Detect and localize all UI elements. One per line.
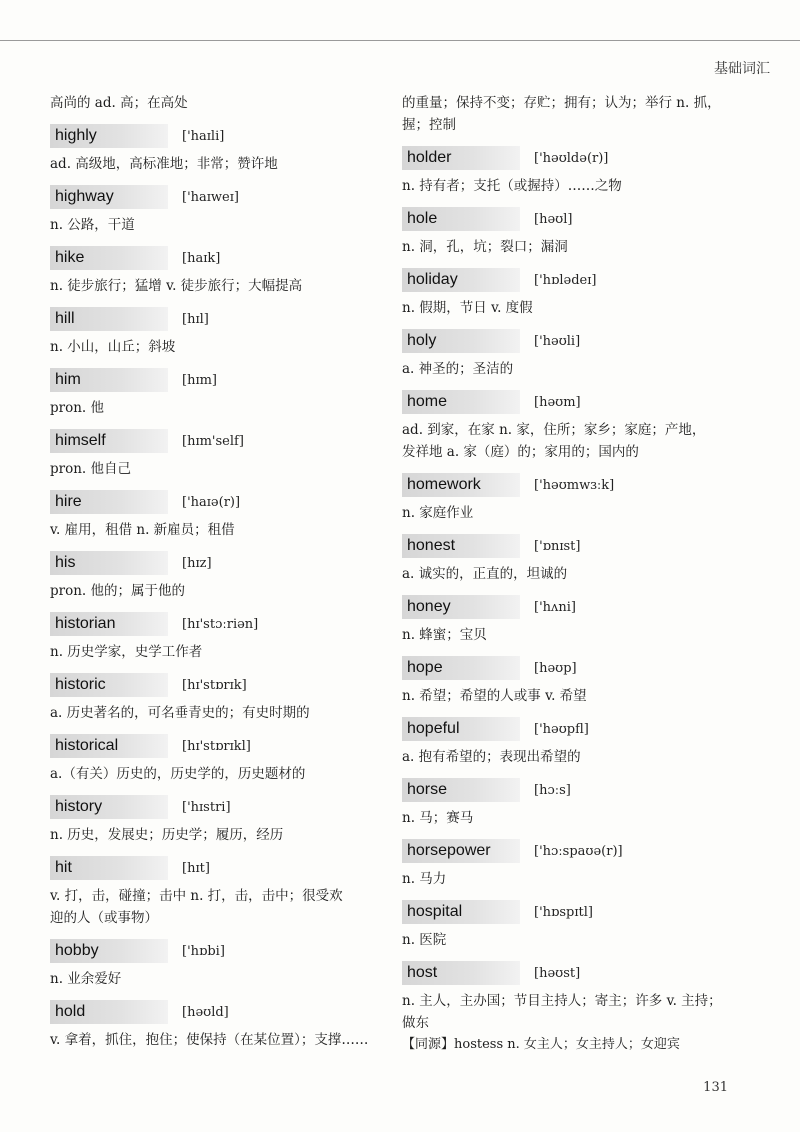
phonetic: ['hɔːspaʊə(r)]	[534, 843, 623, 859]
phonetic: ['haɪli]	[182, 128, 225, 144]
entry-homework	[402, 472, 742, 524]
definition	[402, 746, 742, 768]
entry-headword-row	[50, 184, 380, 210]
headword: hospital	[402, 900, 520, 924]
entry-headword-row	[402, 472, 742, 498]
definition-line: v. 雇用，租借 n. 新雇员；租借	[50, 522, 235, 538]
entry-him	[50, 367, 380, 419]
phonetic: ['hɒspɪtl]	[534, 904, 593, 920]
entry-holy	[402, 328, 742, 380]
headword: historical	[50, 734, 168, 758]
headword: hike	[50, 246, 168, 270]
right-continuation	[402, 92, 742, 136]
definition	[50, 968, 380, 990]
header-title: 基础词汇	[714, 61, 770, 77]
headword: him	[50, 368, 168, 392]
headword: historian	[50, 612, 168, 636]
entry-headword-row	[50, 245, 380, 271]
etymology-note: 【同源】hostess n. 女主人；女主持人；女迎宾	[402, 1037, 680, 1052]
entry-headword-row	[50, 855, 380, 881]
definition-line: n. 马力	[402, 871, 447, 887]
phonetic: [həʊm]	[534, 394, 581, 410]
definition	[402, 236, 742, 258]
definition-line: n. 业余爱好	[50, 971, 122, 987]
headword: hire	[50, 490, 168, 514]
definition	[50, 763, 380, 785]
definition-line: n. 小山，山丘；斜坡	[50, 339, 176, 355]
entry-headword-row	[50, 367, 380, 393]
headword: hobby	[50, 939, 168, 963]
phonetic: ['haɪə(r)]	[182, 494, 241, 510]
definition	[402, 868, 742, 890]
definition	[402, 419, 742, 463]
phonetic: [hɪz]	[182, 555, 212, 571]
entry-home	[402, 389, 742, 463]
entry-honey	[402, 594, 742, 646]
definition-line: 做东	[402, 1015, 429, 1031]
definition-line: n. 历史，发展史；历史学；履历，经历	[50, 827, 284, 843]
definition-line: pron. 他自己	[50, 461, 131, 477]
definition-line: v. 拿着，抓住，抱住；使保持（在某位置）；支撑……	[50, 1032, 369, 1048]
definition	[50, 885, 380, 929]
definition-line: n. 蜂蜜；宝贝	[402, 627, 487, 643]
continuation-line: 的重量；保持不变；存贮；拥有；认为；举行 n. 抓，	[402, 95, 721, 111]
phonetic: ['həʊli]	[534, 333, 581, 349]
definition	[50, 519, 380, 541]
entry-hike	[50, 245, 380, 297]
phonetic: [həʊst]	[534, 965, 581, 981]
entry-hire	[50, 489, 380, 541]
definition	[50, 824, 380, 846]
definition-line: n. 公路，干道	[50, 217, 135, 233]
definition	[402, 929, 742, 951]
entry-history	[50, 794, 380, 846]
left-column	[50, 92, 380, 1051]
phonetic: [hɪt]	[182, 860, 210, 876]
entry-hopeful	[402, 716, 742, 768]
continuation-line: 握；控制	[402, 117, 456, 133]
headword: hope	[402, 656, 520, 680]
entry-headword-row	[402, 533, 742, 559]
phonetic: [həʊl]	[534, 211, 573, 227]
right-column	[402, 92, 742, 1056]
entry-hold	[50, 999, 380, 1051]
entry-headword-row	[402, 594, 742, 620]
definition-line: n. 马；赛马	[402, 810, 474, 826]
headword: hit	[50, 856, 168, 880]
left-continuation	[50, 92, 380, 114]
phonetic: [hɪl]	[182, 311, 209, 327]
phonetic: [hɪ'stɒrɪkl]	[182, 738, 251, 754]
definition-line: a. 神圣的；圣洁的	[402, 361, 514, 377]
entry-headword-row	[402, 328, 742, 354]
phonetic: [hɔːs]	[534, 782, 571, 798]
definition	[50, 214, 380, 236]
left-entries	[50, 123, 380, 1051]
phonetic: ['həʊpfl]	[534, 721, 589, 737]
phonetic: ['hɒbi]	[182, 943, 225, 959]
definition	[402, 990, 742, 1034]
entry-headword-row	[402, 145, 742, 171]
entry-hole	[402, 206, 742, 258]
definition-line: n. 希望；希望的人或事 v. 希望	[402, 688, 587, 704]
phonetic: ['həʊldə(r)]	[534, 150, 609, 166]
definition-line: n. 医院	[402, 932, 447, 948]
entry-headword-row	[402, 899, 742, 925]
entry-headword-row	[50, 123, 380, 149]
headword: homework	[402, 473, 520, 497]
definition-line: n. 持有者；支托（或握持）……之物	[402, 178, 622, 194]
entry-hobby	[50, 938, 380, 990]
right-entries	[402, 145, 742, 1056]
phonetic: [hɪm]	[182, 372, 218, 388]
entry-headword-row	[50, 306, 380, 332]
entry-headword-row	[50, 999, 380, 1025]
definition-line: ad. 到家，在家 n. 家，住所；家乡；家庭；产地，	[402, 422, 706, 438]
headword: holy	[402, 329, 520, 353]
headword: honey	[402, 595, 520, 619]
headword: honest	[402, 534, 520, 558]
definition-line: ad. 高级地，高标准地；非常；赞许地	[50, 156, 278, 172]
entry-holiday	[402, 267, 742, 319]
entry-historic	[50, 672, 380, 724]
definition-line: 发祥地 a. 家（庭）的；家用的；国内的	[402, 444, 639, 460]
phonetic: [hɪ'stɒrɪk]	[182, 677, 247, 693]
entry-headword-row	[50, 794, 380, 820]
entry-headword-row	[402, 206, 742, 232]
entry-headword-row	[50, 672, 380, 698]
page-number: 131	[703, 1080, 728, 1095]
entry-highway	[50, 184, 380, 236]
headword: hole	[402, 207, 520, 231]
headword: holder	[402, 146, 520, 170]
entry-headword-row	[402, 716, 742, 742]
entry-headword-row	[50, 611, 380, 637]
entry-headword-row	[50, 550, 380, 576]
phonetic: [hɪm'self]	[182, 433, 244, 449]
definition	[402, 685, 742, 707]
entry-holder	[402, 145, 742, 197]
definition	[402, 563, 742, 585]
entry-headword-row	[50, 489, 380, 515]
entry-headword-row	[402, 655, 742, 681]
definition	[402, 297, 742, 319]
definition	[50, 458, 380, 480]
definition-line: a. 历史著名的，可名垂青史的；有史时期的	[50, 705, 310, 721]
entry-headword-row	[402, 838, 742, 864]
continuation-line: 高尚的 ad. 高；在高处	[50, 95, 188, 111]
definition	[402, 502, 742, 524]
entry-headword-row	[402, 267, 742, 293]
definition-line: a.（有关）历史的，历史学的，历史题材的	[50, 766, 306, 782]
entry-horse	[402, 777, 742, 829]
definition-line: a. 诚实的，正直的，坦诚的	[402, 566, 568, 582]
entry-his	[50, 550, 380, 602]
definition-line: 迎的人（或事物）	[50, 910, 158, 926]
definition	[402, 175, 742, 197]
headword: history	[50, 795, 168, 819]
entry-historical	[50, 733, 380, 785]
entry-himself	[50, 428, 380, 480]
headword: historic	[50, 673, 168, 697]
headword: hill	[50, 307, 168, 331]
headword: host	[402, 961, 520, 985]
definition	[50, 702, 380, 724]
definition-line: a. 抱有希望的；表现出希望的	[402, 749, 581, 765]
definition-line: n. 徒步旅行；猛增 v. 徒步旅行；大幅提高	[50, 278, 303, 294]
phonetic: ['hɪstri]	[182, 799, 231, 815]
headword: highway	[50, 185, 168, 209]
definition	[50, 1029, 380, 1051]
headword: his	[50, 551, 168, 575]
entry-hospital	[402, 899, 742, 951]
entry-hill	[50, 306, 380, 358]
phonetic: [həʊld]	[182, 1004, 229, 1020]
entry-headword-row	[402, 777, 742, 803]
definition	[402, 358, 742, 380]
entry-historian	[50, 611, 380, 663]
entry-highly	[50, 123, 380, 175]
definition-line: n. 历史学家，史学工作者	[50, 644, 203, 660]
entry-hit	[50, 855, 380, 929]
phonetic: ['hʌni]	[534, 599, 576, 615]
entry-headword-row	[50, 733, 380, 759]
entry-headword-row	[402, 389, 742, 415]
definition-line: n. 主人，主办国；节目主持人；寄主；许多 v. 主持；	[402, 993, 722, 1009]
definition-line: v. 打，击，碰撞；击中 n. 打，击，击中；很受欢	[50, 888, 343, 904]
phonetic: ['hɒlədeɪ]	[534, 272, 597, 288]
phonetic: ['ɒnɪst]	[534, 538, 581, 554]
definition	[402, 624, 742, 646]
definition	[50, 580, 380, 602]
headword: hopeful	[402, 717, 520, 741]
definition	[50, 275, 380, 297]
header-rule	[0, 40, 800, 41]
entry-headword-row	[50, 428, 380, 454]
entry-host	[402, 960, 742, 1056]
headword: horse	[402, 778, 520, 802]
headword: himself	[50, 429, 168, 453]
phonetic: [həʊp]	[534, 660, 577, 676]
entry-horsepower	[402, 838, 742, 890]
headword: highly	[50, 124, 168, 148]
definition-line: n. 假期，节日 v. 度假	[402, 300, 533, 316]
phonetic: [hɪ'stɔːriən]	[182, 616, 259, 632]
definition-line: pron. 他	[50, 400, 104, 416]
phonetic: [haɪk]	[182, 250, 221, 266]
entry-headword-row	[50, 938, 380, 964]
headword: hold	[50, 1000, 168, 1024]
headword: horsepower	[402, 839, 520, 863]
entry-honest	[402, 533, 742, 585]
definition-line: pron. 他的；属于他的	[50, 583, 185, 599]
phonetic: ['həʊmwɜːk]	[534, 477, 615, 493]
definition	[50, 336, 380, 358]
definition-line: n. 家庭作业	[402, 505, 474, 521]
entry-hope	[402, 655, 742, 707]
phonetic: ['haɪweɪ]	[182, 189, 239, 205]
headword: home	[402, 390, 520, 414]
definition	[50, 397, 380, 419]
definition-line: n. 洞，孔，坑；裂口；漏洞	[402, 239, 568, 255]
entry-headword-row	[402, 960, 742, 986]
headword: holiday	[402, 268, 520, 292]
definition	[402, 807, 742, 829]
definition	[50, 153, 380, 175]
definition	[50, 641, 380, 663]
